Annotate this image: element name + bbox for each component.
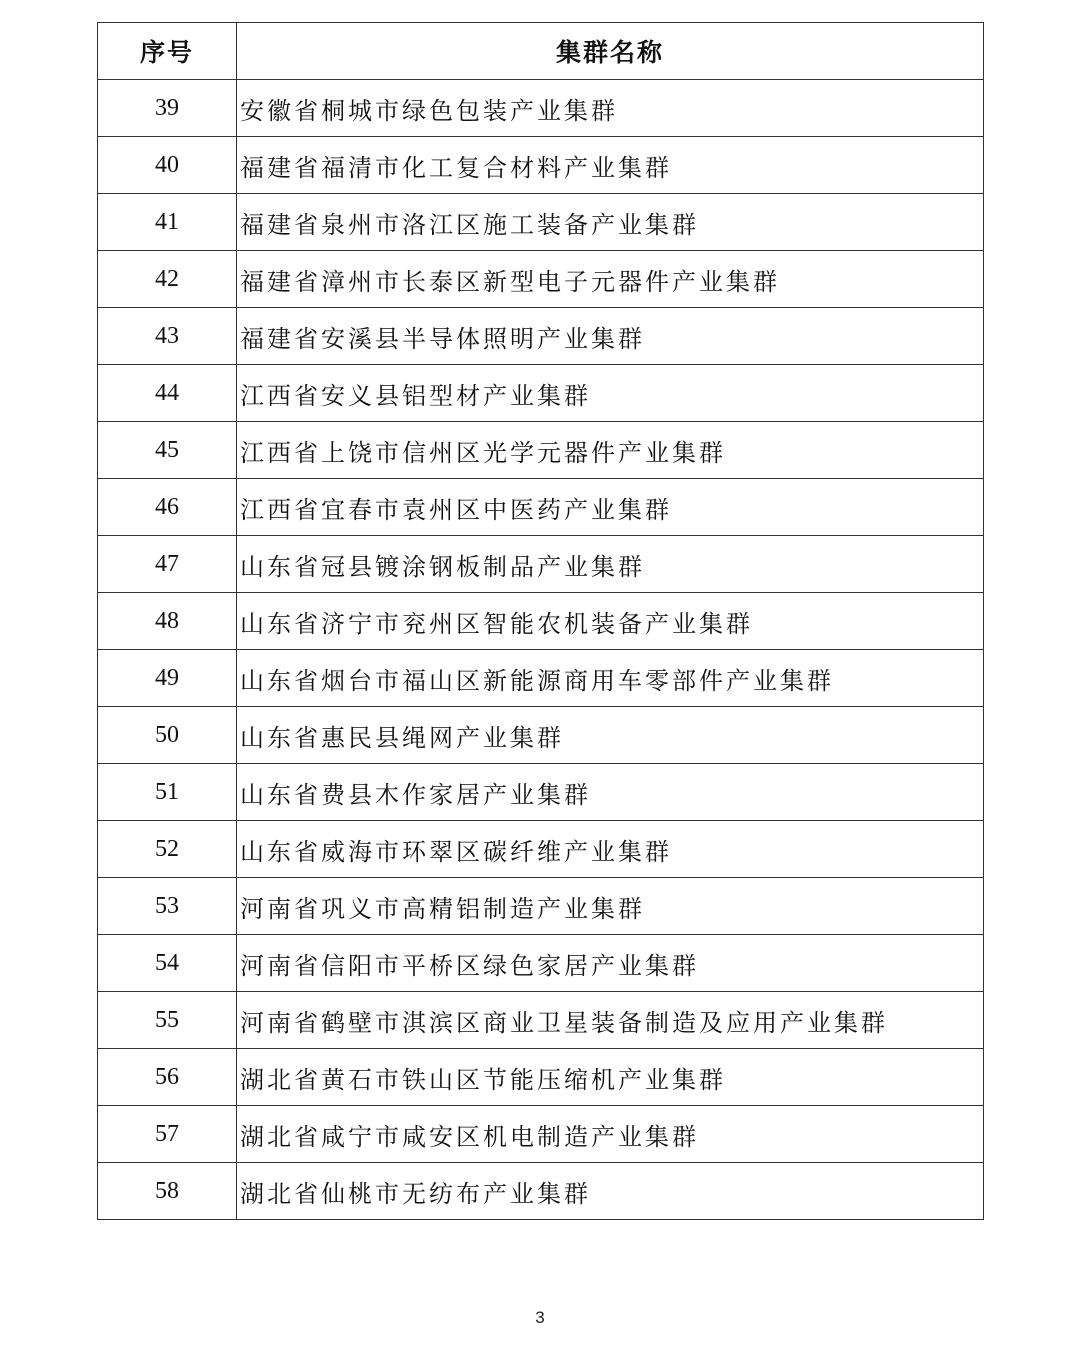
table-header-row — [98, 23, 984, 80]
row-name: 江西省上饶市信州区光学元器件产业集群 — [237, 422, 984, 479]
row-name: 山东省冠县镀涂钢板制品产业集群 — [237, 536, 984, 593]
table-row — [98, 365, 984, 422]
row-name: 湖北省仙桃市无纺布产业集群 — [237, 1163, 984, 1220]
row-seq: 55 — [98, 992, 237, 1049]
row-seq: 57 — [98, 1106, 237, 1163]
row-name: 江西省安义县铝型材产业集群 — [237, 365, 984, 422]
row-seq: 40 — [98, 137, 237, 194]
row-seq: 58 — [98, 1163, 237, 1220]
row-seq: 45 — [98, 422, 237, 479]
row-name: 江西省宜春市袁州区中医药产业集群 — [237, 479, 984, 536]
row-seq: 47 — [98, 536, 237, 593]
table-row — [98, 422, 984, 479]
table-row — [98, 821, 984, 878]
row-seq: 50 — [98, 707, 237, 764]
table-row — [98, 137, 984, 194]
table-row — [98, 536, 984, 593]
row-seq: 56 — [98, 1049, 237, 1106]
cluster-table — [97, 22, 984, 1220]
table-row — [98, 1049, 984, 1106]
row-name: 湖北省黄石市铁山区节能压缩机产业集群 — [237, 1049, 984, 1106]
table-row — [98, 251, 984, 308]
row-name: 河南省信阳市平桥区绿色家居产业集群 — [237, 935, 984, 992]
table-row — [98, 878, 984, 935]
row-seq: 46 — [98, 479, 237, 536]
table-row — [98, 1163, 984, 1220]
row-name: 河南省鹤壁市淇滨区商业卫星装备制造及应用产业集群 — [237, 992, 984, 1049]
row-name: 山东省威海市环翠区碳纤维产业集群 — [237, 821, 984, 878]
row-name: 山东省惠民县绳网产业集群 — [237, 707, 984, 764]
row-seq: 49 — [98, 650, 237, 707]
row-seq: 52 — [98, 821, 237, 878]
row-seq: 51 — [98, 764, 237, 821]
row-name: 湖北省咸宁市咸安区机电制造产业集群 — [237, 1106, 984, 1163]
header-name: 集群名称 — [237, 23, 984, 80]
row-seq: 44 — [98, 365, 237, 422]
row-seq: 48 — [98, 593, 237, 650]
table-row — [98, 992, 984, 1049]
table-row — [98, 308, 984, 365]
table-row — [98, 593, 984, 650]
header-seq: 序号 — [98, 23, 237, 80]
row-seq: 43 — [98, 308, 237, 365]
row-name: 福建省福清市化工复合材料产业集群 — [237, 137, 984, 194]
page-number: 3 — [535, 1308, 545, 1327]
row-name: 福建省安溪县半导体照明产业集群 — [237, 308, 984, 365]
row-seq: 41 — [98, 194, 237, 251]
table-row — [98, 194, 984, 251]
table-row — [98, 935, 984, 992]
table-row — [98, 707, 984, 764]
row-seq: 54 — [98, 935, 237, 992]
row-name: 河南省巩义市高精铝制造产业集群 — [237, 878, 984, 935]
row-name: 山东省烟台市福山区新能源商用车零部件产业集群 — [237, 650, 984, 707]
row-seq: 42 — [98, 251, 237, 308]
row-name: 安徽省桐城市绿色包装产业集群 — [237, 80, 984, 137]
row-name: 福建省泉州市洛江区施工装备产业集群 — [237, 194, 984, 251]
row-name: 福建省漳州市长泰区新型电子元器件产业集群 — [237, 251, 984, 308]
row-seq: 39 — [98, 80, 237, 137]
table-row — [98, 80, 984, 137]
row-seq: 53 — [98, 878, 237, 935]
table-row — [98, 650, 984, 707]
table-row — [98, 764, 984, 821]
table-row — [98, 479, 984, 536]
table-row — [98, 1106, 984, 1163]
row-name: 山东省费县木作家居产业集群 — [237, 764, 984, 821]
row-name: 山东省济宁市兖州区智能农机装备产业集群 — [237, 593, 984, 650]
